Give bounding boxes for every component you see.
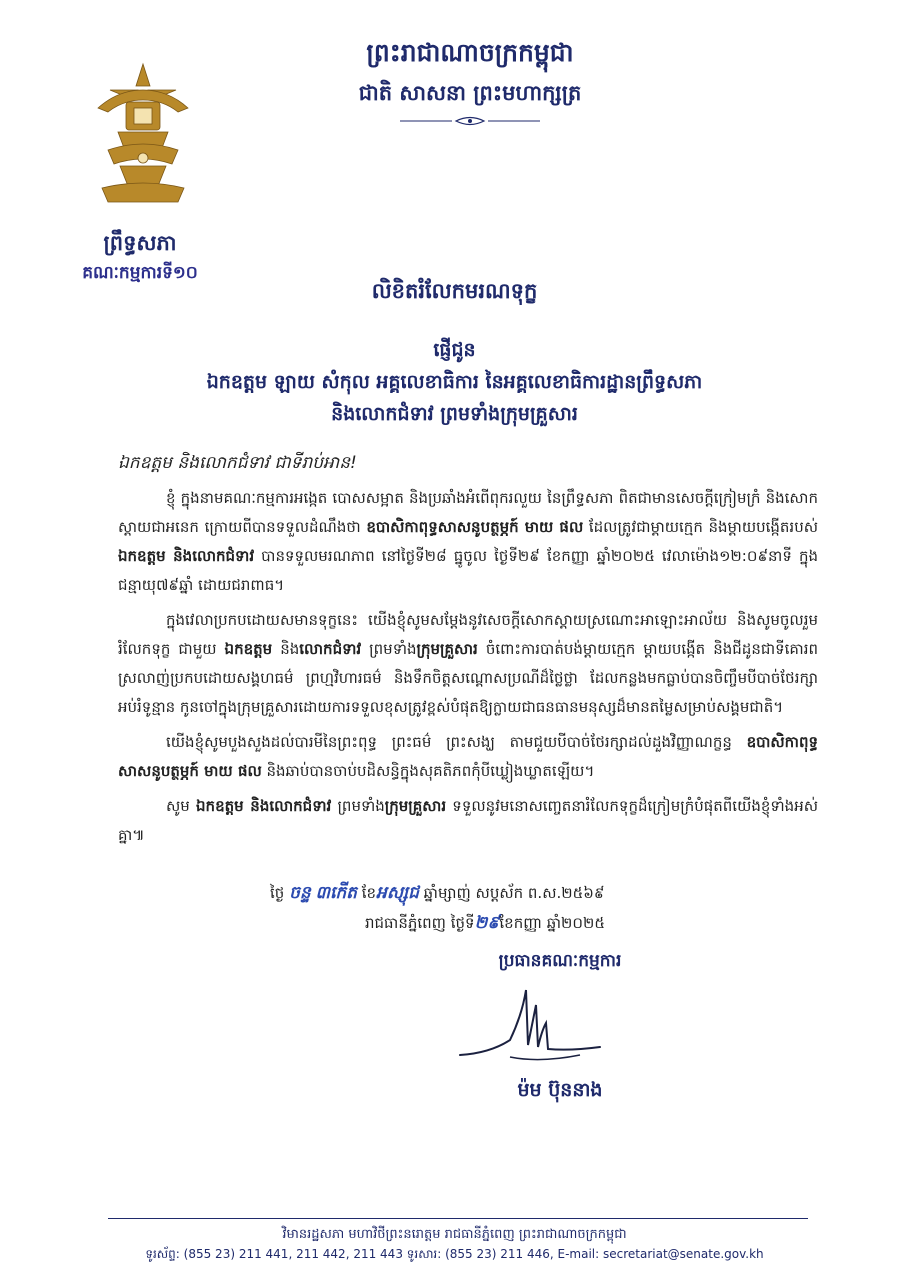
recipient-line-2: និងលោកជំទាវ ព្រមទាំងក្រុមគ្រួសារ (331, 403, 578, 425)
handwritten-signature-icon (450, 985, 640, 1075)
ornament-divider (380, 114, 560, 128)
to-label: ផ្ញើជូន (433, 339, 476, 361)
signer-name: ម៉ម ប៊ុននាង (517, 1079, 603, 1101)
paragraph-1: ខ្ញុំ ក្នុងនាមគណៈកម្មការអង្កេត បោសសម្អាត និងប្រឆាំងអំពើពុករលួយ នៃព្រឹទ្ធសភា ពិតជាមានសេចក្តីក្រៀមក្រំ និងសោកស្តាយជាអនេក ក្រោយពីបានទទួលដំណឹងថា ឧបាសិកាពុទ្ធសាសនូបត្ថម្ភក៍ មាយ ផល ដែលត្រូវជាម្តាយក្មេក និងម្តាយបង្កើតរបស់ ឯកឧត្តម និងលោកជំទាវ បានទទួលមរណភាព នៅថ្ងៃទី២៨ ធ្នូចូល ថ្ងៃទី២៩ ខែកញ្ញា ឆ្នាំ២០២៥ វេលាម៉ោង១២:០៩នាទី ក្នុងជន្មាយុ៧៩ឆ្នាំ ដោយជរាពាធ។ (118, 489, 818, 594)
footer-address: វិមានរដ្ឋសភា មហាវិថីព្រះនរោត្តម រាជធានីភ្នំពេញ ព្រះរាជាណាចក្រកម្ពុជា (282, 1227, 627, 1242)
senate-emblem-icon (88, 60, 198, 210)
letter-body (118, 484, 818, 856)
footer-contact: ទូរស័ព្ទ: (855 23) 211 441, 211 442, 211 443 ទូរសារ: (855 23) 211 446, E-mail: secretariat@senate.gov.kh (145, 1247, 764, 1261)
solar-date-line: រាជធានីភ្នំពេញ ថ្ងៃទី២៩ខែកញ្ញា ឆ្នាំ២០២៥ (365, 913, 605, 933)
paragraph-4: សូម ឯកឧត្តម និងលោកជំទាវ ព្រមទាំងក្រុមគ្រួសារ ទទួលនូវមនោសញ្ចេតនារំលែកទុក្ខដ៏ក្រៀមក្រំបំផុតពីយើងខ្ញុំទាំងអស់គ្នា៕ (118, 797, 819, 844)
signer-role: ប្រធានគណៈកម្មការ (498, 951, 622, 971)
salutation: ឯកឧត្តម និងលោកជំទាវ ជាទីរាប់អាន! (118, 453, 357, 473)
recipient-line-1: ឯកឧត្តម ឡាយ សំកុល អគ្គលេខាធិការ នៃអគ្គលេខាធិការដ្ឋានព្រឹទ្ធសភា (206, 371, 703, 393)
footer-divider (108, 1218, 808, 1219)
handwritten-day: ចន្ទ (289, 883, 311, 903)
handwritten-day-number: ២៩ (474, 913, 500, 933)
kingdom-title: ព្រះរាជាណាចក្រកម្ពុជា (366, 38, 574, 67)
handwritten-month: អស្សុជ (376, 883, 419, 903)
lunar-date-line: ថ្ងៃ ចន្ទ ៣កើត ខែអស្សុជ ឆ្នាំម្សាញ់ សប្តស័ក ព.ស.២៥៦៩ (270, 883, 605, 903)
document-title: លិខិតរំលែកមរណទុក្ខ (371, 279, 538, 303)
handwritten-wax: ៣កើត (315, 883, 357, 903)
senate-name: ព្រឹទ្ធសភា (103, 231, 177, 255)
paragraph-2: ក្នុងវេលាប្រកបដោយសមានទុក្ខនេះ យើងខ្ញុំសូមសម្តែងនូវសេចក្តីសោកស្តាយស្រណោះអាឡោះអាល័យ និងសូមចូលរួមរំលែកទុក្ខ ជាមួយ ឯកឧត្តម និងលោកជំទាវ ព្រមទាំងក្រុមគ្រួសារ ចំពោះការបាត់បង់ម្តាយក្មេក ម្តាយបង្កើត និងជីដូនជាទីគោរពស្រលាញ់ប្រកបដោយសង្គហធម៌ ព្រហ្មវិហារធម៌ និងទឹកចិត្តសណ្តោសប្រណីដ៏ថ្លៃថ្លា ដែលកន្លងមកធ្លាប់បានចិញ្ចឹមបីបាច់ថែរក្សា អប់រំទូន្មាន កូនចៅក្នុងក្រុមគ្រួសារដោយការទទួលខុសត្រូវខ្ពស់បំផុតឱ្យក្លាយជាធនធានមនុស្សដ៏មានតម្លៃសម្រាប់សង្គមជាតិ។ (118, 611, 818, 716)
kingdom-motto: ជាតិ សាសនា ព្រះមហាក្សត្រ (358, 81, 582, 105)
commission-name: គណៈកម្មការទី១០ (82, 263, 198, 283)
paragraph-3: យើងខ្ញុំសូមបួងសួងដល់បារមីនៃព្រះពុទ្ធ ព្រះធម៌ ព្រះសង្ឃ តាមជួយបីបាច់ថែរក្សាដល់ដួងវិញ្ញាណក្ខន្ធ ឧបាសិកាពុទ្ធសាសនូបត្ថម្ភក៍ មាយ ផល និងឆាប់បានចាប់បដិសន្ធិក្នុងសុគតិភពកុំបីឃ្លៀងឃ្លាតឡើយ។ (118, 733, 818, 780)
